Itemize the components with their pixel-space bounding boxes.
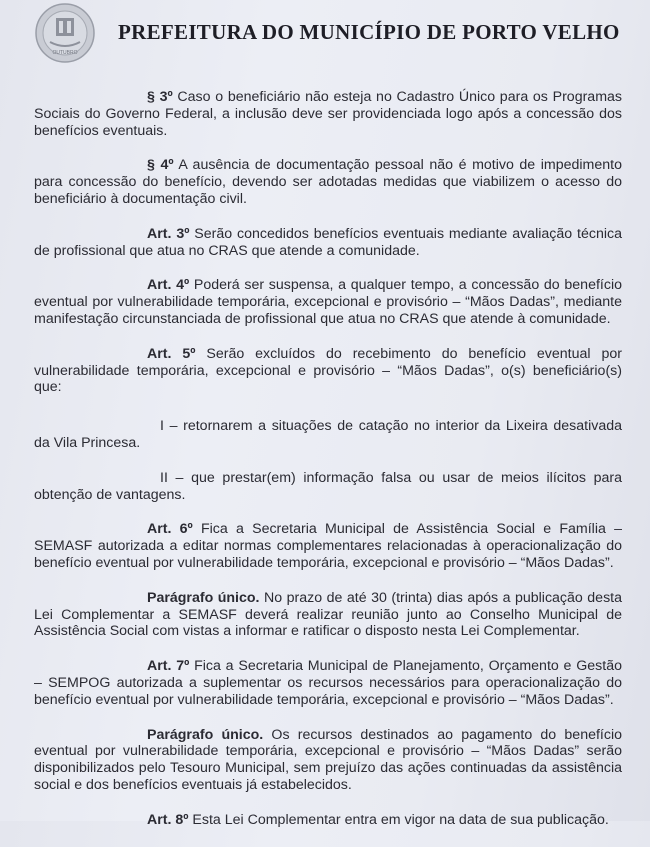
document-body [34, 89, 622, 847]
paragraph-art7-unico [34, 727, 622, 794]
paragraph-label: § 4º [147, 157, 174, 174]
paragraph-item-i [34, 418, 622, 452]
paragraph-text: Os recursos destinados ao pagamento do benefício eventual por vulnerabilidade temporária, excepcional e provisório – “Mãos Dadas” serão disponibilizados pelo Tesouro Municipal, sem prejuízo das ações continuadas da assistência social e dos benefícios eventuais já estabelecidos. [34, 726, 622, 793]
paragraph-label: Art. 4º [147, 277, 190, 294]
paragraph-art6 [34, 521, 622, 571]
paragraph-text: Fica a Secretaria Municipal de Assistência Social e Família – SEMASF autorizada a editar normas complementares relacionadas à operacionalização do benefício eventual por vulnerabilidade temporária, excepcional e provisório – “Mãos Dadas”. [34, 521, 622, 571]
paragraph-text: I – retornarem a situações de catação no interior da Lixeira desativada da Vila Princesa. [34, 418, 622, 451]
paragraph-art8 [34, 812, 622, 829]
paragraph-text: Fica a Secretaria Municipal de Planejamento, Orçamento e Gestão – SEMPOG autorizada a suplementar os recursos necessários para operacionalização do benefício eventual por vulnerabilidade temporária, excepcional e provisório – “Mãos Dadas”. [34, 658, 622, 708]
paragraph-label: Art. 6º [147, 521, 193, 538]
paragraph-text: Poderá ser suspensa, a qualquer tempo, a concessão do benefício eventual por vulnerabilidade temporária, excepcional e provisório – “Mãos Dadas”, mediante manifestação circunstanciada de profissional que atua no CRAS que atende à comunidade. [34, 277, 622, 327]
svg-text:OUTUBRO: OUTUBRO [52, 50, 78, 56]
paragraph-item-ii [34, 470, 622, 504]
paragraph-sec3 [34, 89, 622, 139]
paragraph-text: No prazo de até 30 (trinta) dias após a publicação desta Lei Complementar a SEMASF deverá realizar reunião junto ao Conselho Municipal de Assistência Social com vistas a informar e ratificar o disposto nesta Lei Complementar. [34, 589, 622, 640]
paragraph-label: Parágrafo único. [147, 589, 260, 606]
paragraph-text: Serão excluídos do recebimento do benefício eventual por vulnerabilidade temporária, excepcional e provisório – “Mãos Dadas”, o(s) beneficiário(s) que: [34, 345, 622, 396]
municipal-seal-logo [30, 2, 100, 64]
paragraph-art4 [34, 277, 622, 327]
paragraph-art6-unico [34, 590, 622, 640]
paragraph-sec4 [34, 157, 622, 207]
paragraph-label: Art. 5º [147, 345, 196, 362]
paragraph-text: Caso o beneficiário não esteja no Cadastro Único para os Programas Sociais do Governo Federal, a inclusão deve ser providenciada logo após a concessão dos benefícios eventuais. [34, 89, 622, 139]
page-title: PREFEITURA DO MUNICÍPIO DE PORTO VELHO [118, 20, 620, 44]
paragraph-label: Art. 3º [147, 225, 190, 242]
paragraph-art5 [34, 346, 622, 396]
paragraph-art3 [34, 226, 622, 260]
paragraph-label: Art. 8º [147, 811, 189, 828]
paragraph-text: II – que prestar(em) informação falsa ou usar de meios ilícitos para obtenção de vantagens. [34, 469, 622, 503]
paragraph-label: Art. 7º [147, 658, 190, 675]
paragraph-label: § 3º [147, 89, 173, 105]
paragraph-text: Serão concedidos benefícios eventuais mediante avaliação técnica de profissional que atua no CRAS que atende a comunidade. [34, 225, 622, 259]
paragraph-label: Parágrafo único. [147, 726, 264, 743]
paragraph-text: Esta Lei Complementar entra em vigor na data de sua publicação. [188, 811, 609, 828]
paragraph-text: A ausência de documentação pessoal não é motivo de impedimento para concessão do benefício, devendo ser adotadas medidas que viabilizem o acesso do beneficiário à documentação civil. [34, 157, 622, 207]
paragraph-art7 [34, 658, 622, 708]
